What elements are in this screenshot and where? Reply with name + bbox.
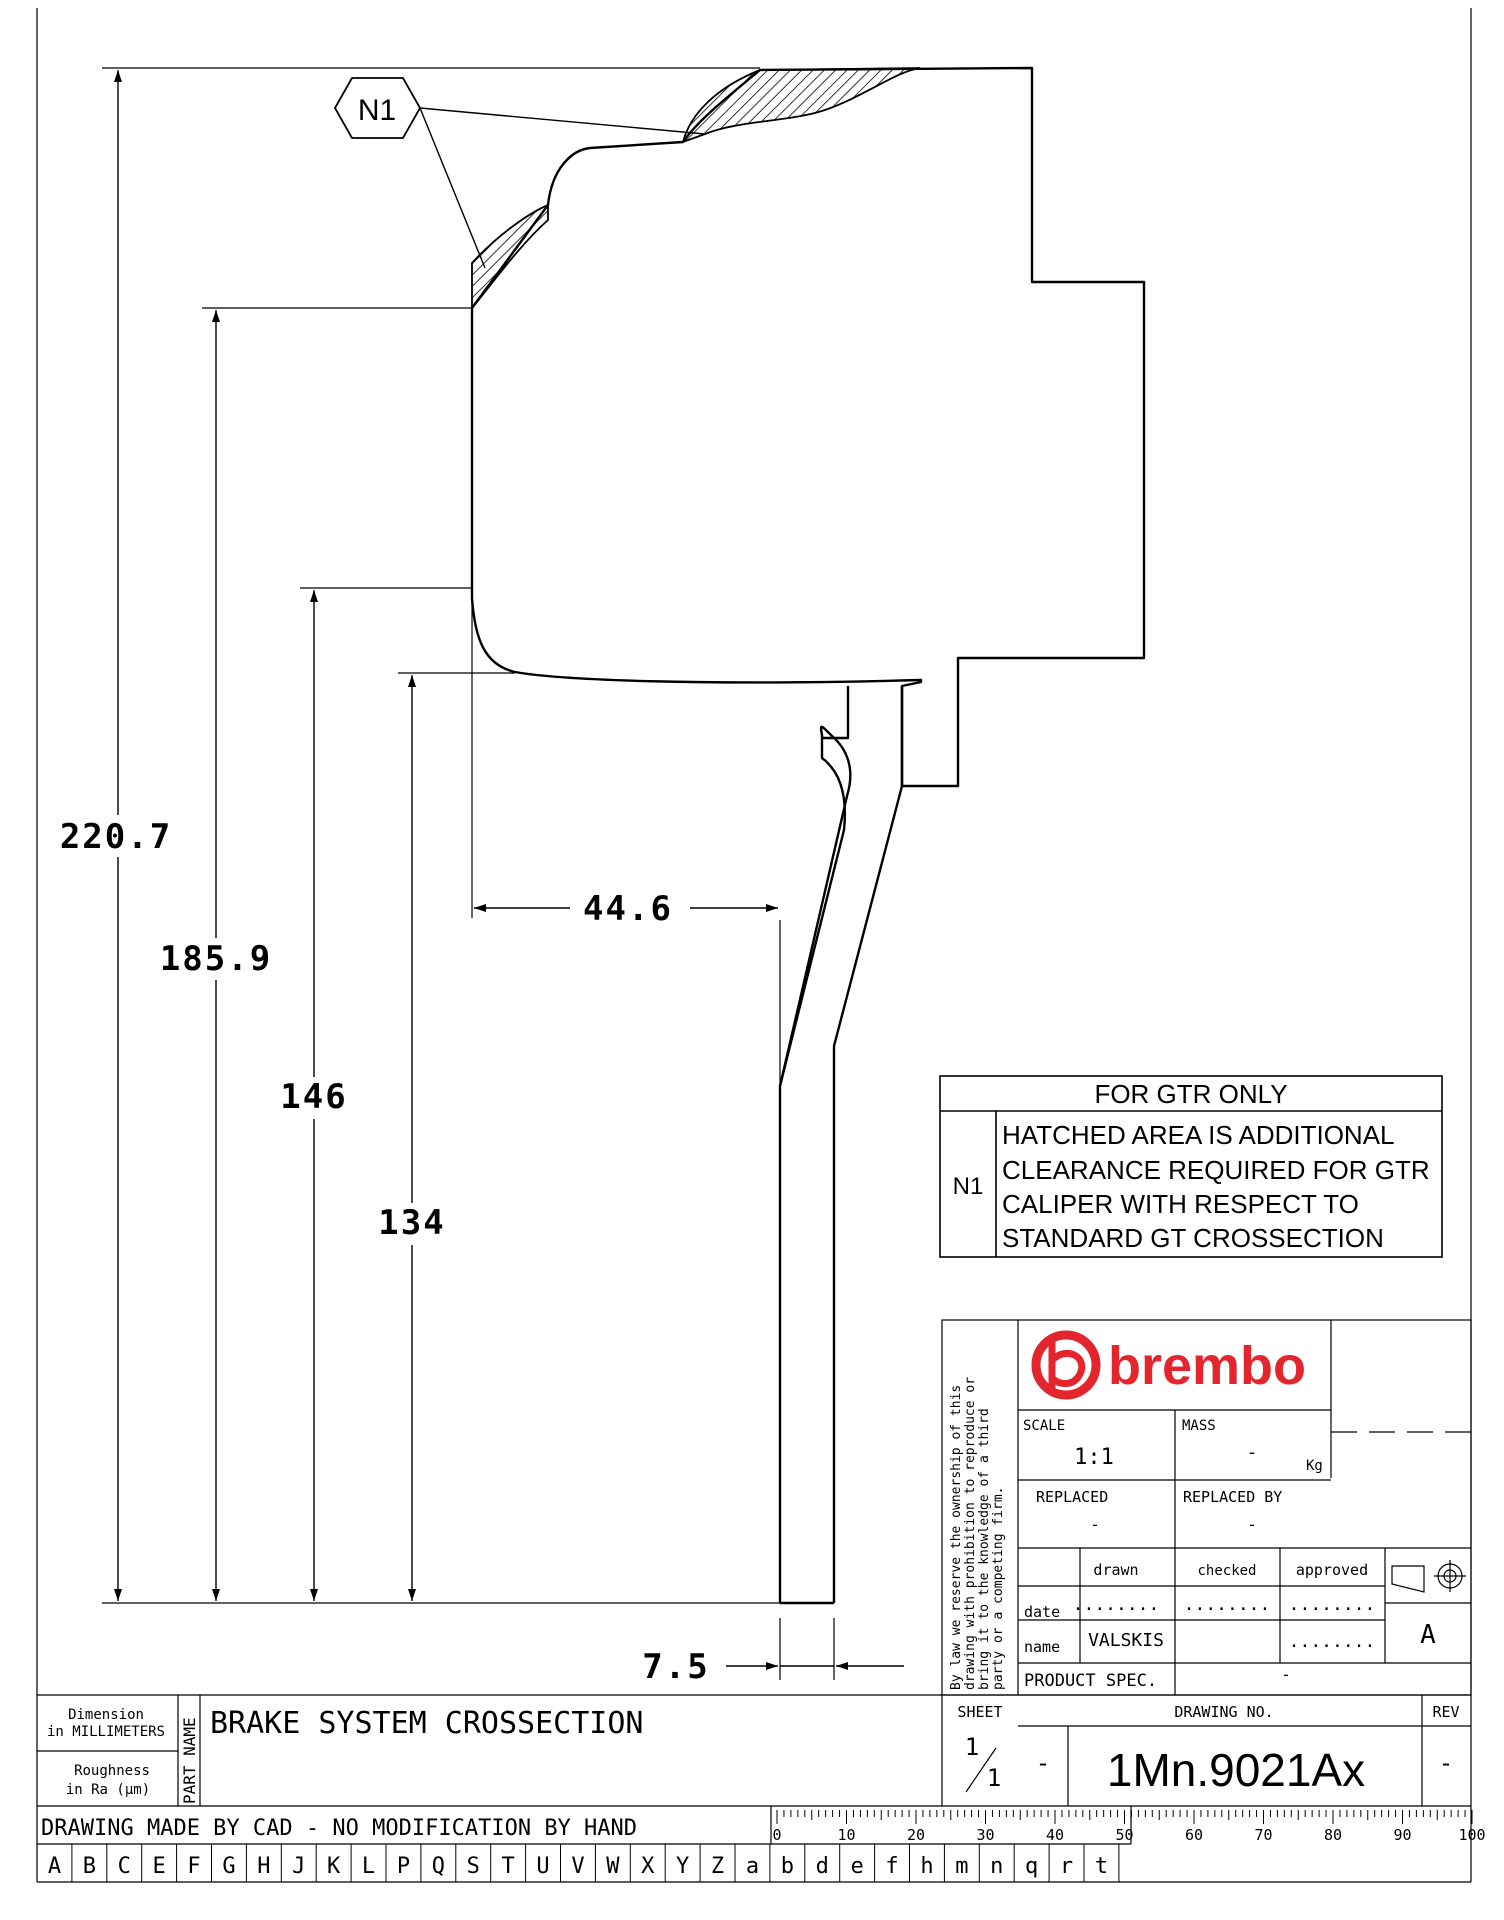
scale-bar-label: 30 [976,1826,995,1844]
letter-cell: h [920,1854,934,1879]
sheet-number: 1 [964,1733,980,1761]
cad-note: DRAWING MADE BY CAD - NO MODIFICATION BY HAND [41,1816,638,1841]
note-box [940,1076,1442,1257]
svg-text:party or a competing firm.: party or a competing firm. [991,1486,1006,1690]
product-spec-label: PRODUCT SPEC. [1024,1671,1158,1691]
dimension-146: 146 [280,1077,348,1117]
letter-cell: F [187,1854,201,1879]
letter-cell: q [1025,1854,1039,1879]
date-checked: ........ [1183,1594,1271,1615]
dimension-7-5: 7.5 [642,1647,710,1687]
letter-cell: W [606,1854,620,1879]
drawing-no-label: DRAWING NO. [1174,1703,1274,1721]
product-spec-value: - [1281,1665,1291,1684]
letter-cell: H [257,1854,271,1879]
replaced-by-label: REPLACED BY [1183,1488,1283,1506]
note-tag-label: N1 [357,94,397,127]
scale-bar [772,1810,1485,1844]
replaced-label: REPLACED [1036,1488,1109,1506]
title-block [942,1320,1471,1695]
projection-letter: A [1420,1620,1436,1650]
brembo-logo-text: brembo [1108,1336,1307,1396]
scale-value: 1:1 [1074,1445,1114,1470]
ownership-notice [949,1377,1006,1690]
letter-cell: d [815,1854,829,1879]
part-name-label: PART NAME [180,1717,199,1804]
letter-cell: P [396,1854,411,1879]
letter-cell: t [1094,1854,1109,1879]
dimension-unit-line1: Dimension [68,1707,144,1723]
letter-cell: V [571,1854,585,1879]
svg-text:drawing with prohibition to re: drawing with prohibition to reproduce or [963,1376,978,1690]
mass-unit: Kg [1306,1458,1323,1474]
letter-cell: E [152,1854,166,1879]
letter-cell: X [641,1854,655,1879]
sheet-label: SHEET [957,1703,1003,1721]
svg-text:By law we reserve the ownershi: By law we reserve the ownership of this [949,1384,964,1690]
replaced-value: - [1090,1515,1100,1534]
drawing-no-prefix: - [1035,1749,1051,1777]
scale-bar-label: 60 [1184,1826,1204,1844]
scale-label: SCALE [1023,1418,1066,1434]
letter-row [48,1844,1119,1882]
date-drawn: ........ [1072,1594,1160,1615]
dimension-values [50,815,710,1687]
dimension-44-6: 44.6 [583,889,673,929]
scale-bar-label: 0 [772,1826,782,1844]
letter-cell: Y [676,1854,690,1879]
replaced-by-value: - [1247,1515,1257,1534]
letter-cell: f [885,1854,899,1879]
part-geometry [472,68,1144,1603]
letter-cell: K [327,1854,341,1879]
name-label: name [1024,1638,1061,1656]
svg-text:bring it to the knowledge of a: bring it to the knowledge of a third [977,1408,992,1690]
dimension-220-7: 220.7 [59,817,173,857]
letter-cell: J [292,1854,306,1879]
letter-cell: T [501,1854,515,1879]
roughness-line1: Roughness [74,1763,150,1779]
letter-cell: a [745,1854,760,1879]
letter-cell: S [466,1854,480,1879]
dimension-134: 134 [378,1203,446,1243]
scale-bar-label: 90 [1393,1826,1412,1844]
letter-cell: e [850,1854,864,1879]
date-label: date [1024,1603,1061,1621]
drawing-number: 1Mn.9021Ax [1106,1744,1366,1796]
dimension-185-9: 185.9 [159,939,273,979]
letter-cell: m [955,1854,969,1879]
projection-symbol-icon [1392,1560,1466,1592]
checked-label: checked [1197,1563,1257,1579]
letter-cell: B [82,1854,96,1879]
rev-value: - [1438,1749,1454,1777]
note-box-header: FOR GTR ONLY [1094,1079,1288,1109]
scale-bar-label: 80 [1323,1826,1343,1844]
note-line-4: STANDARD GT CROSSECTION [1002,1223,1384,1253]
extension-lines [102,68,834,1680]
rev-label: REV [1432,1703,1460,1721]
scale-bar-label: 20 [906,1826,926,1844]
mass-value: - [1246,1442,1258,1463]
brembo-logo [1036,1335,1306,1396]
drawn-label: drawn [1093,1561,1139,1579]
letter-cell: n [990,1854,1004,1879]
scale-bar-label: 70 [1254,1826,1273,1844]
letter-cell: A [47,1854,62,1879]
approved-label: approved [1295,1561,1369,1579]
letter-cell: r [1059,1854,1074,1879]
letter-cell: b [780,1854,794,1879]
dimension-unit-line2: in MILLIMETERS [46,1724,166,1740]
scale-bar-label: 100 [1458,1826,1486,1844]
note-line-2: CLEARANCE REQUIRED FOR GTR [1002,1155,1430,1185]
sheet-total: 1 [986,1764,1002,1792]
scale-bar-label: 50 [1115,1826,1134,1844]
letter-cell: U [536,1854,550,1879]
scale-bar-label: 40 [1045,1826,1065,1844]
bottom-strip [37,1695,1486,1882]
letter-cell: G [222,1854,236,1879]
letter-cell: Z [710,1854,725,1879]
scale-bar-label: 10 [837,1826,856,1844]
drawn-name: VALSKIS [1088,1630,1164,1651]
note-box-tag: N1 [952,1173,984,1200]
hatched-clearance-area [472,68,920,308]
letter-cell: Q [431,1854,445,1879]
roughness-line2: in Ra (µm) [65,1782,151,1798]
part-name: BRAKE SYSTEM CROSSECTION [210,1706,644,1741]
letter-cell: C [117,1854,131,1879]
note-line-1: HATCHED AREA IS ADDITIONAL [1002,1120,1395,1150]
letter-cell: L [361,1854,376,1879]
name-approved: ........ [1288,1631,1376,1652]
mass-label: MASS [1182,1418,1216,1434]
note-line-3: CALIPER WITH RESPECT TO [1002,1189,1359,1219]
date-approved: ........ [1288,1594,1376,1615]
dimension-lines [118,70,904,1666]
